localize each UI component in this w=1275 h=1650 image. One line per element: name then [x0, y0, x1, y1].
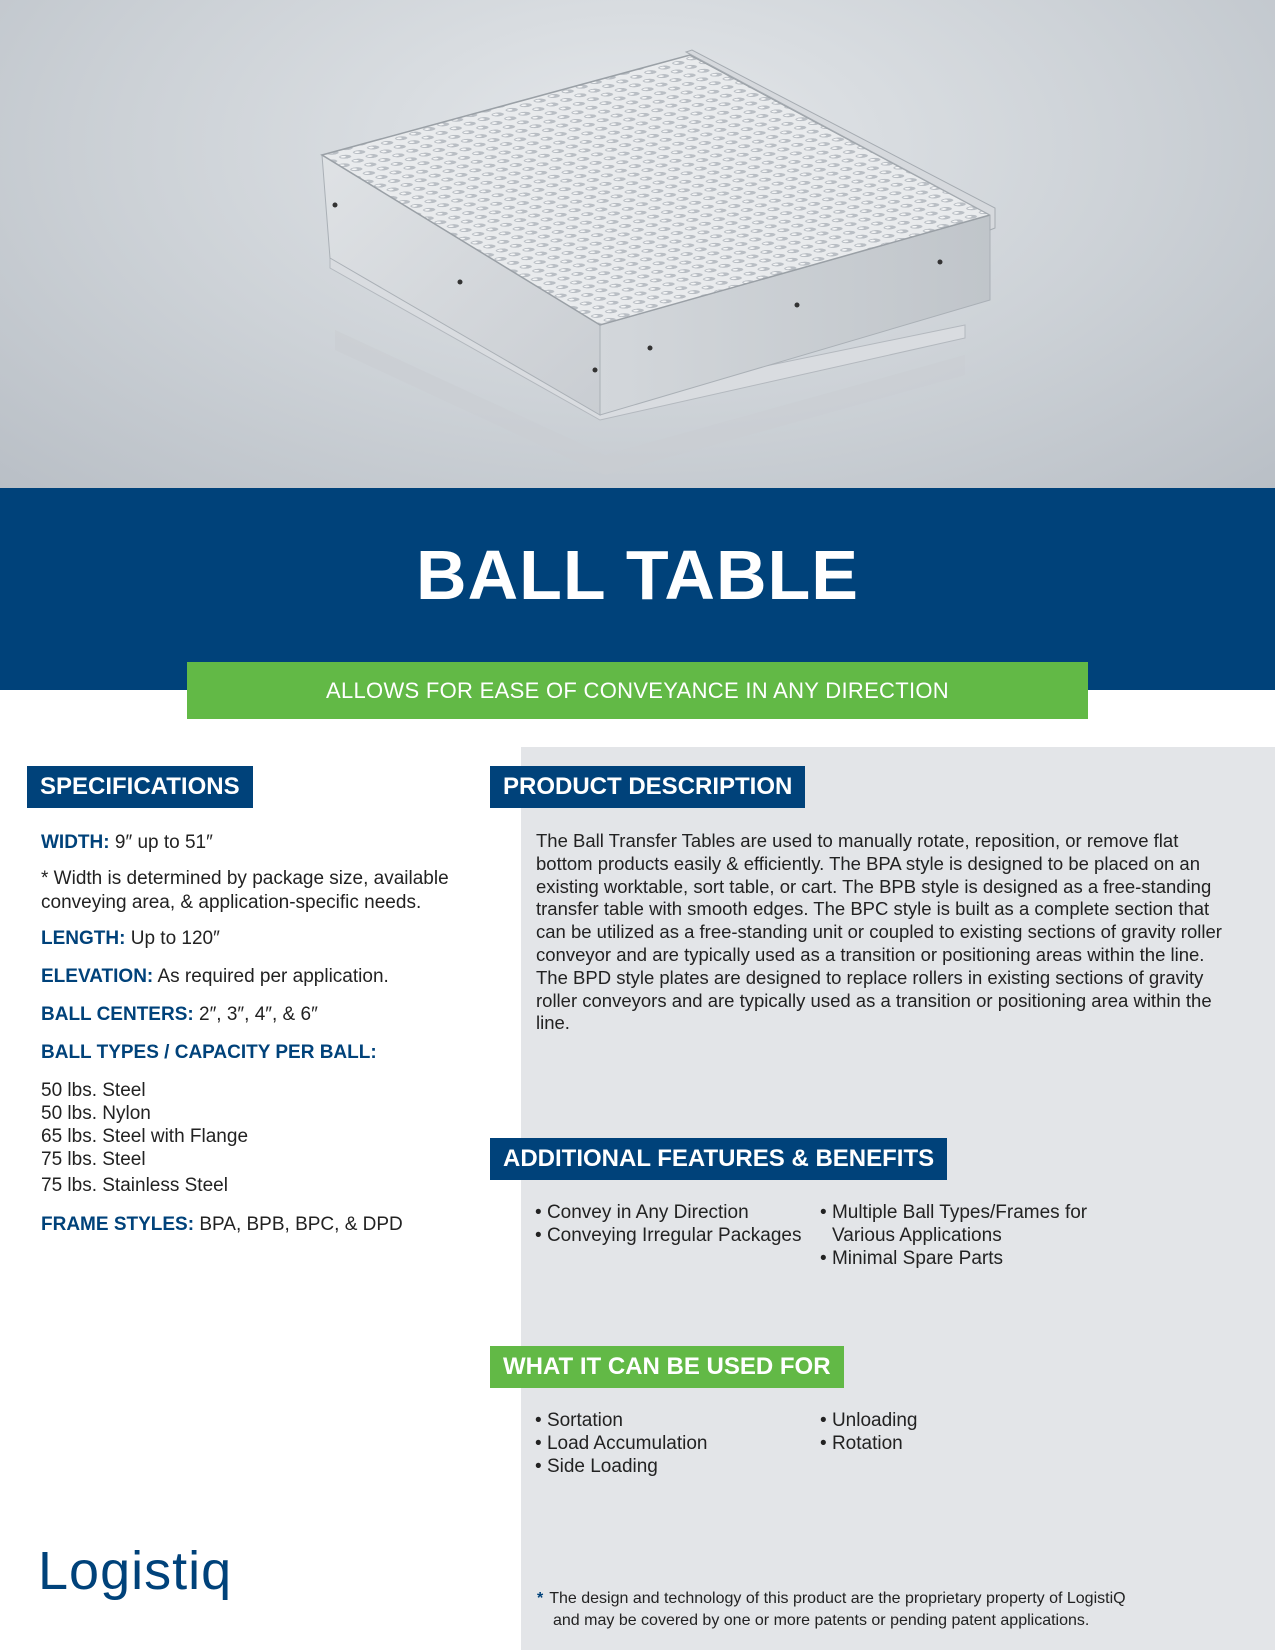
spec-length-value: Up to 120″: [130, 928, 220, 949]
footer-line1: The design and technology of this product are the proprietary property of LogistiQ: [549, 1590, 1126, 1607]
features-heading: ADDITIONAL FEATURES & BENEFITS: [490, 1138, 947, 1180]
use-item: • Side Loading: [535, 1456, 658, 1477]
feature-item-cont: Various Applications: [832, 1225, 1002, 1246]
spec-width-note-line2: conveying area, & application-specific needs.: [41, 892, 422, 913]
spec-frame-styles: [41, 1214, 403, 1236]
ball-type-item: 65 lbs. Steel with Flange: [41, 1126, 249, 1147]
footer-disclaimer: [537, 1588, 1237, 1632]
logistiq-logo: [38, 1540, 258, 1610]
use-item: • Sortation: [535, 1410, 623, 1431]
feature-item: • Conveying Irregular Packages: [535, 1225, 802, 1246]
feature-item: • Convey in Any Direction: [535, 1202, 749, 1223]
ball-type-item: 75 lbs. Steel: [41, 1149, 146, 1170]
features-col1: [535, 1201, 801, 1247]
spec-elevation-value: As required per application.: [157, 966, 389, 987]
hero-product-image: [0, 0, 1275, 488]
ball-type-item: 50 lbs. Steel: [41, 1080, 146, 1101]
spec-width-note: [41, 867, 449, 915]
footer-line2: and may be covered by one or more patents or pending patent applications.: [553, 1612, 1090, 1629]
spec-ball-centers: [41, 1004, 318, 1026]
logo-text: Logistiq: [38, 1541, 233, 1601]
feature-item: • Minimal Spare Parts: [820, 1248, 1003, 1269]
spec-length-label: LENGTH:: [41, 928, 126, 949]
asterisk-icon: *: [537, 1590, 544, 1607]
spec-ball-types: [41, 1042, 377, 1064]
specifications-heading: SPECIFICATIONS: [27, 766, 253, 808]
spec-elevation: [41, 966, 389, 988]
use-item: • Rotation: [820, 1433, 903, 1454]
ball-types-list: [41, 1079, 248, 1197]
ball-type-item: 75 lbs. Stainless Steel: [41, 1175, 228, 1196]
product-description-text: The Ball Transfer Tables are used to manually rotate, reposition, or remove flat bottom products easily & efficiently. The BPA style is designed to be placed on an existing worktable, sort table, or cart. The BPB style is designed as a free-standing transfer table with smooth edges. The BPC style is built as a complete section that can be utilized as a free-standing unit or coupled to existing sections of gravity roller conveyor and are typically used as a transition or positioning areas within the line. The BPD style plates are designed to replace rollers in existing sections of gravity roller conveyors and are typically used as a transition or positioning area within the line.: [536, 830, 1222, 1034]
features-col2: [820, 1201, 1087, 1270]
use-item: • Load Accumulation: [535, 1433, 708, 1454]
spec-ball-centers-label: BALL CENTERS:: [41, 1004, 194, 1025]
ball-type-item: 50 lbs. Nylon: [41, 1103, 151, 1124]
spec-elevation-label: ELEVATION:: [41, 966, 154, 987]
spec-frame-styles-value: BPA, BPB, BPC, & DPD: [199, 1214, 403, 1235]
uses-col2: [820, 1409, 918, 1455]
spec-width-note-line1: * Width is determined by package size, available: [41, 868, 449, 889]
spec-width: [41, 832, 213, 854]
spec-length: [41, 928, 220, 950]
spec-ball-centers-value: 2″, 3″, 4″, & 6″: [199, 1004, 318, 1025]
use-item: • Unloading: [820, 1410, 918, 1431]
product-description-heading: PRODUCT DESCRIPTION: [490, 766, 805, 808]
spec-ball-types-label: BALL TYPES / CAPACITY PER BALL:: [41, 1042, 377, 1063]
uses-col1: [535, 1409, 708, 1478]
uses-heading: WHAT IT CAN BE USED FOR: [490, 1346, 844, 1388]
page-title: BALL TABLE: [416, 536, 859, 614]
spec-width-label: WIDTH:: [41, 832, 110, 853]
spec-frame-styles-label: FRAME STYLES:: [41, 1214, 195, 1235]
feature-item: • Multiple Ball Types/Frames for: [820, 1202, 1088, 1223]
ball-table-illustration: [0, 0, 1275, 488]
tagline-banner: ALLOWS FOR EASE OF CONVEYANCE IN ANY DIRECTION: [187, 662, 1088, 719]
spec-width-value: 9″ up to 51″: [114, 832, 213, 853]
